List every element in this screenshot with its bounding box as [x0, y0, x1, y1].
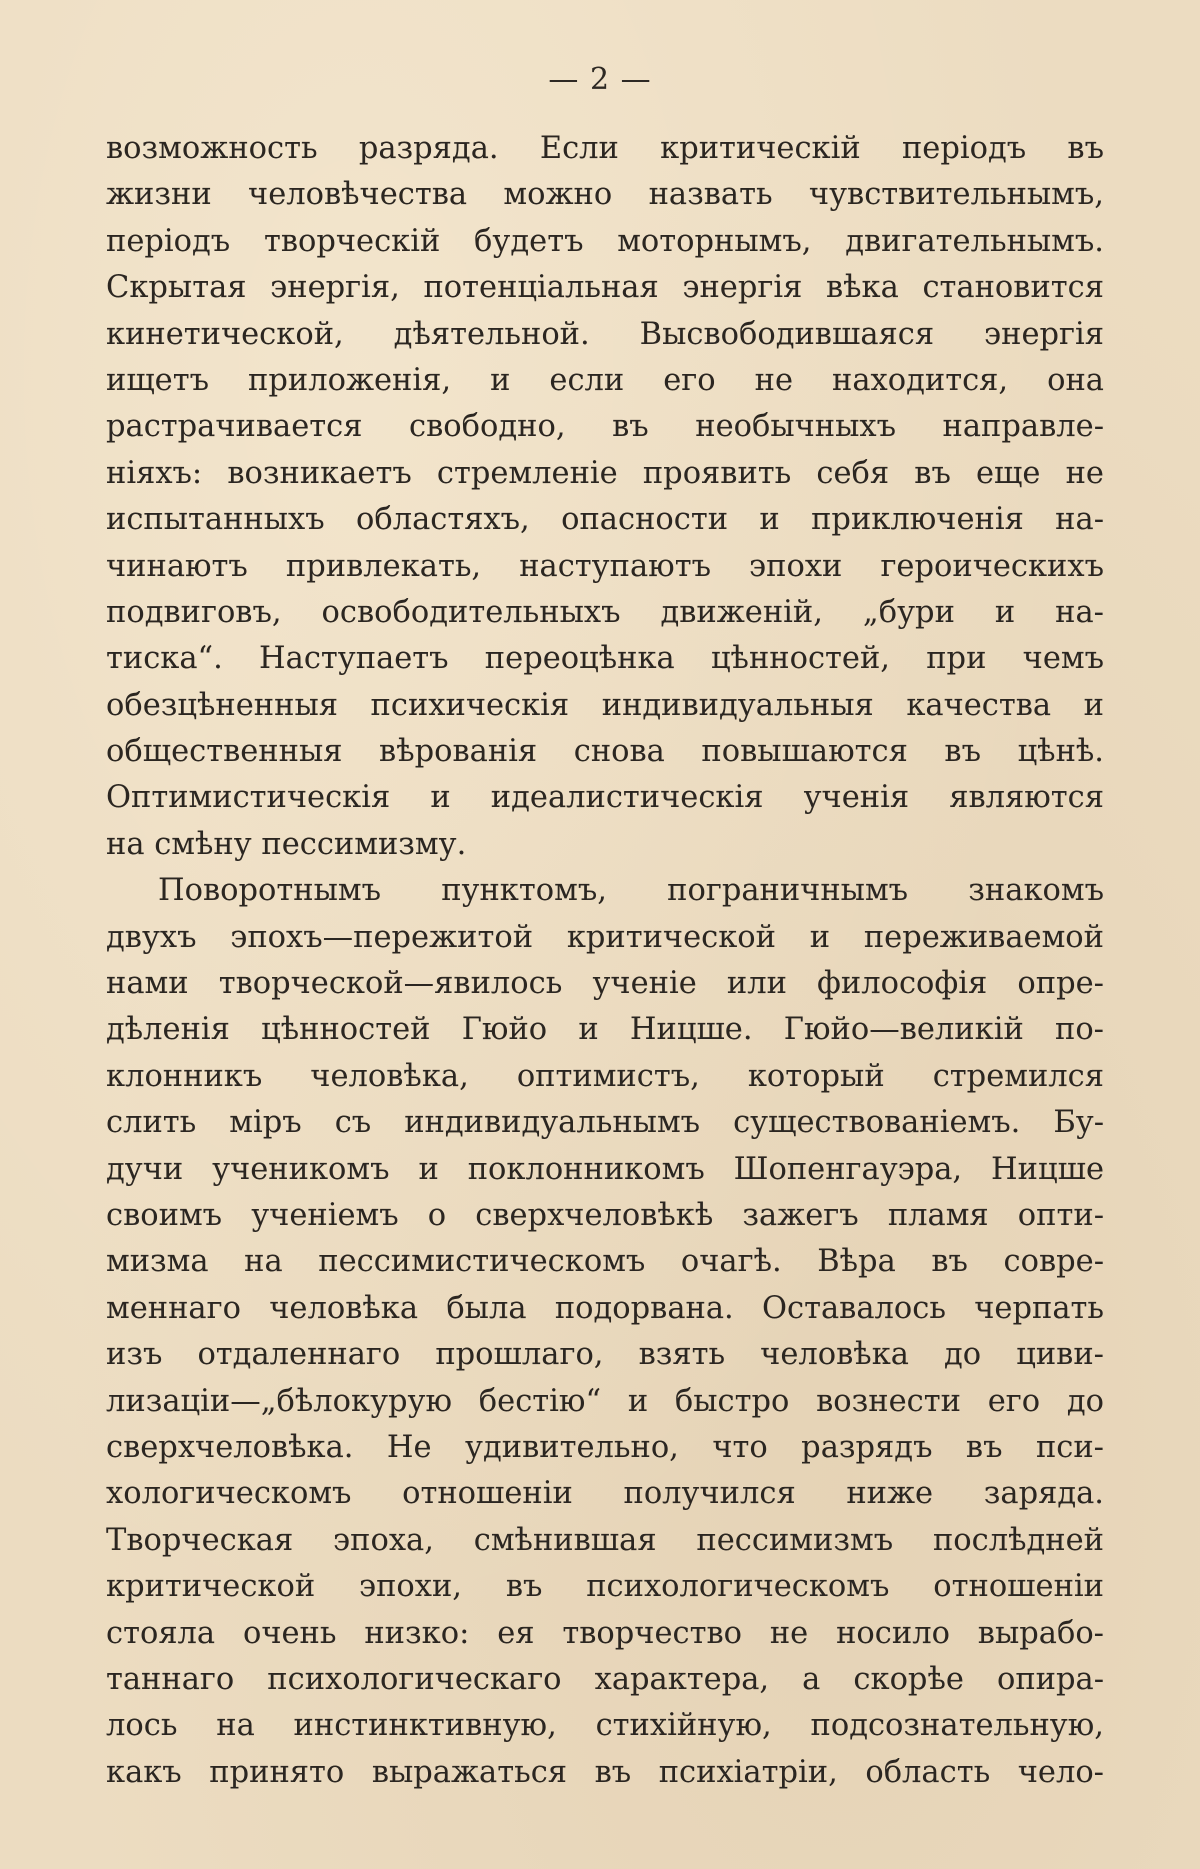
paragraph	[106, 868, 1104, 1796]
text-line: своимъ ученіемъ о сверхчеловѣкѣ зажегъ пламя опти-	[106, 1197, 1104, 1233]
text-line: дучи ученикомъ и поклонникомъ Шопенгауэра, Ницше	[106, 1151, 1104, 1187]
text-line: обезцѣненныя психическія индивидуальныя качества и	[106, 687, 1104, 723]
text-line: подвиговъ, освободительныхъ движеній, „бури и на-	[106, 594, 1104, 630]
text-line: лизаціи—„бѣлокурую бестію“ и быстро вознести его до	[106, 1383, 1104, 1419]
text-line: нами творческой—явилось ученіе или философія опре-	[106, 966, 1104, 1002]
text-line: общественныя вѣрованія снова повышаются въ цѣнѣ.	[106, 734, 1104, 770]
text-line: хологическомъ отношеніи получился ниже заряда.	[106, 1476, 1104, 1512]
text-line: лось на инстинктивную, стихійную, подсознательную,	[106, 1708, 1104, 1744]
text-line: тиска“. Наступаетъ переоцѣнка цѣнностей, при чемъ	[106, 641, 1104, 677]
text-line: таннаго психологическаго характера, а скорѣе опира-	[106, 1661, 1104, 1697]
paragraph	[106, 126, 1104, 868]
text-line: мизма на пессимистическомъ очагѣ. Вѣра въ совре-	[106, 1244, 1104, 1280]
text-line: растрачивается свободно, въ необычныхъ направле-	[106, 409, 1104, 445]
text-line: дѣленія цѣнностей Гюйо и Ницше. Гюйо—великій по-	[106, 1012, 1104, 1048]
text-line: кинетической, дѣятельной. Высвободившаяся энергія	[106, 316, 1104, 352]
text-line: двухъ эпохъ—пережитой критической и переживаемой	[106, 919, 1104, 955]
text-line: періодъ творческій будетъ моторнымъ, двигательнымъ.	[106, 223, 1104, 259]
text-line: Творческая эпоха, смѣнившая пессимизмъ послѣдней	[106, 1522, 1104, 1558]
text-line: стояла очень низко: ея творчество не носило вырабо-	[106, 1615, 1104, 1651]
text-line: ніяхъ: возникаетъ стремленіе проявить себя въ еще не	[106, 455, 1104, 491]
text-line: какъ принято выражаться въ психіатріи, область чело-	[106, 1754, 1104, 1790]
text-line: Скрытая энергія, потенціальная энергія вѣка становится	[106, 270, 1104, 306]
text-line: критической эпохи, въ психологическомъ отношеніи	[106, 1569, 1104, 1605]
page-number: — 2 —	[548, 62, 652, 97]
text-line: возможность разряда. Если критическій періодъ въ	[106, 131, 1104, 166]
text-line: Поворотнымъ пунктомъ, пограничнымъ знакомъ	[158, 873, 1104, 909]
text-line: испытанныхъ областяхъ, опасности и приключенія на-	[106, 502, 1104, 538]
text-line: жизни человѣчества можно назвать чувствительнымъ,	[106, 177, 1104, 213]
body-text	[106, 126, 1104, 1796]
text-line: Оптимистическія и идеалистическія ученія являются	[106, 780, 1104, 816]
text-line: чинаютъ привлекать, наступаютъ эпохи героическихъ	[106, 548, 1104, 584]
text-line: на смѣну пессимизму.	[106, 826, 467, 862]
text-line: сверхчеловѣка. Не удивительно, что разрядъ въ пси-	[106, 1429, 1104, 1465]
text-line: изъ отдаленнаго прошлаго, взять человѣка до циви-	[106, 1337, 1104, 1373]
text-line: ищетъ приложенія, и если его не находится, она	[106, 362, 1104, 398]
text-line: клонникъ человѣка, оптимистъ, который стремился	[106, 1058, 1104, 1094]
text-line: слить міръ съ индивидуальнымъ существованіемъ. Бу-	[106, 1105, 1104, 1141]
text-line: меннаго человѣка была подорвана. Оставалось черпать	[106, 1290, 1104, 1326]
